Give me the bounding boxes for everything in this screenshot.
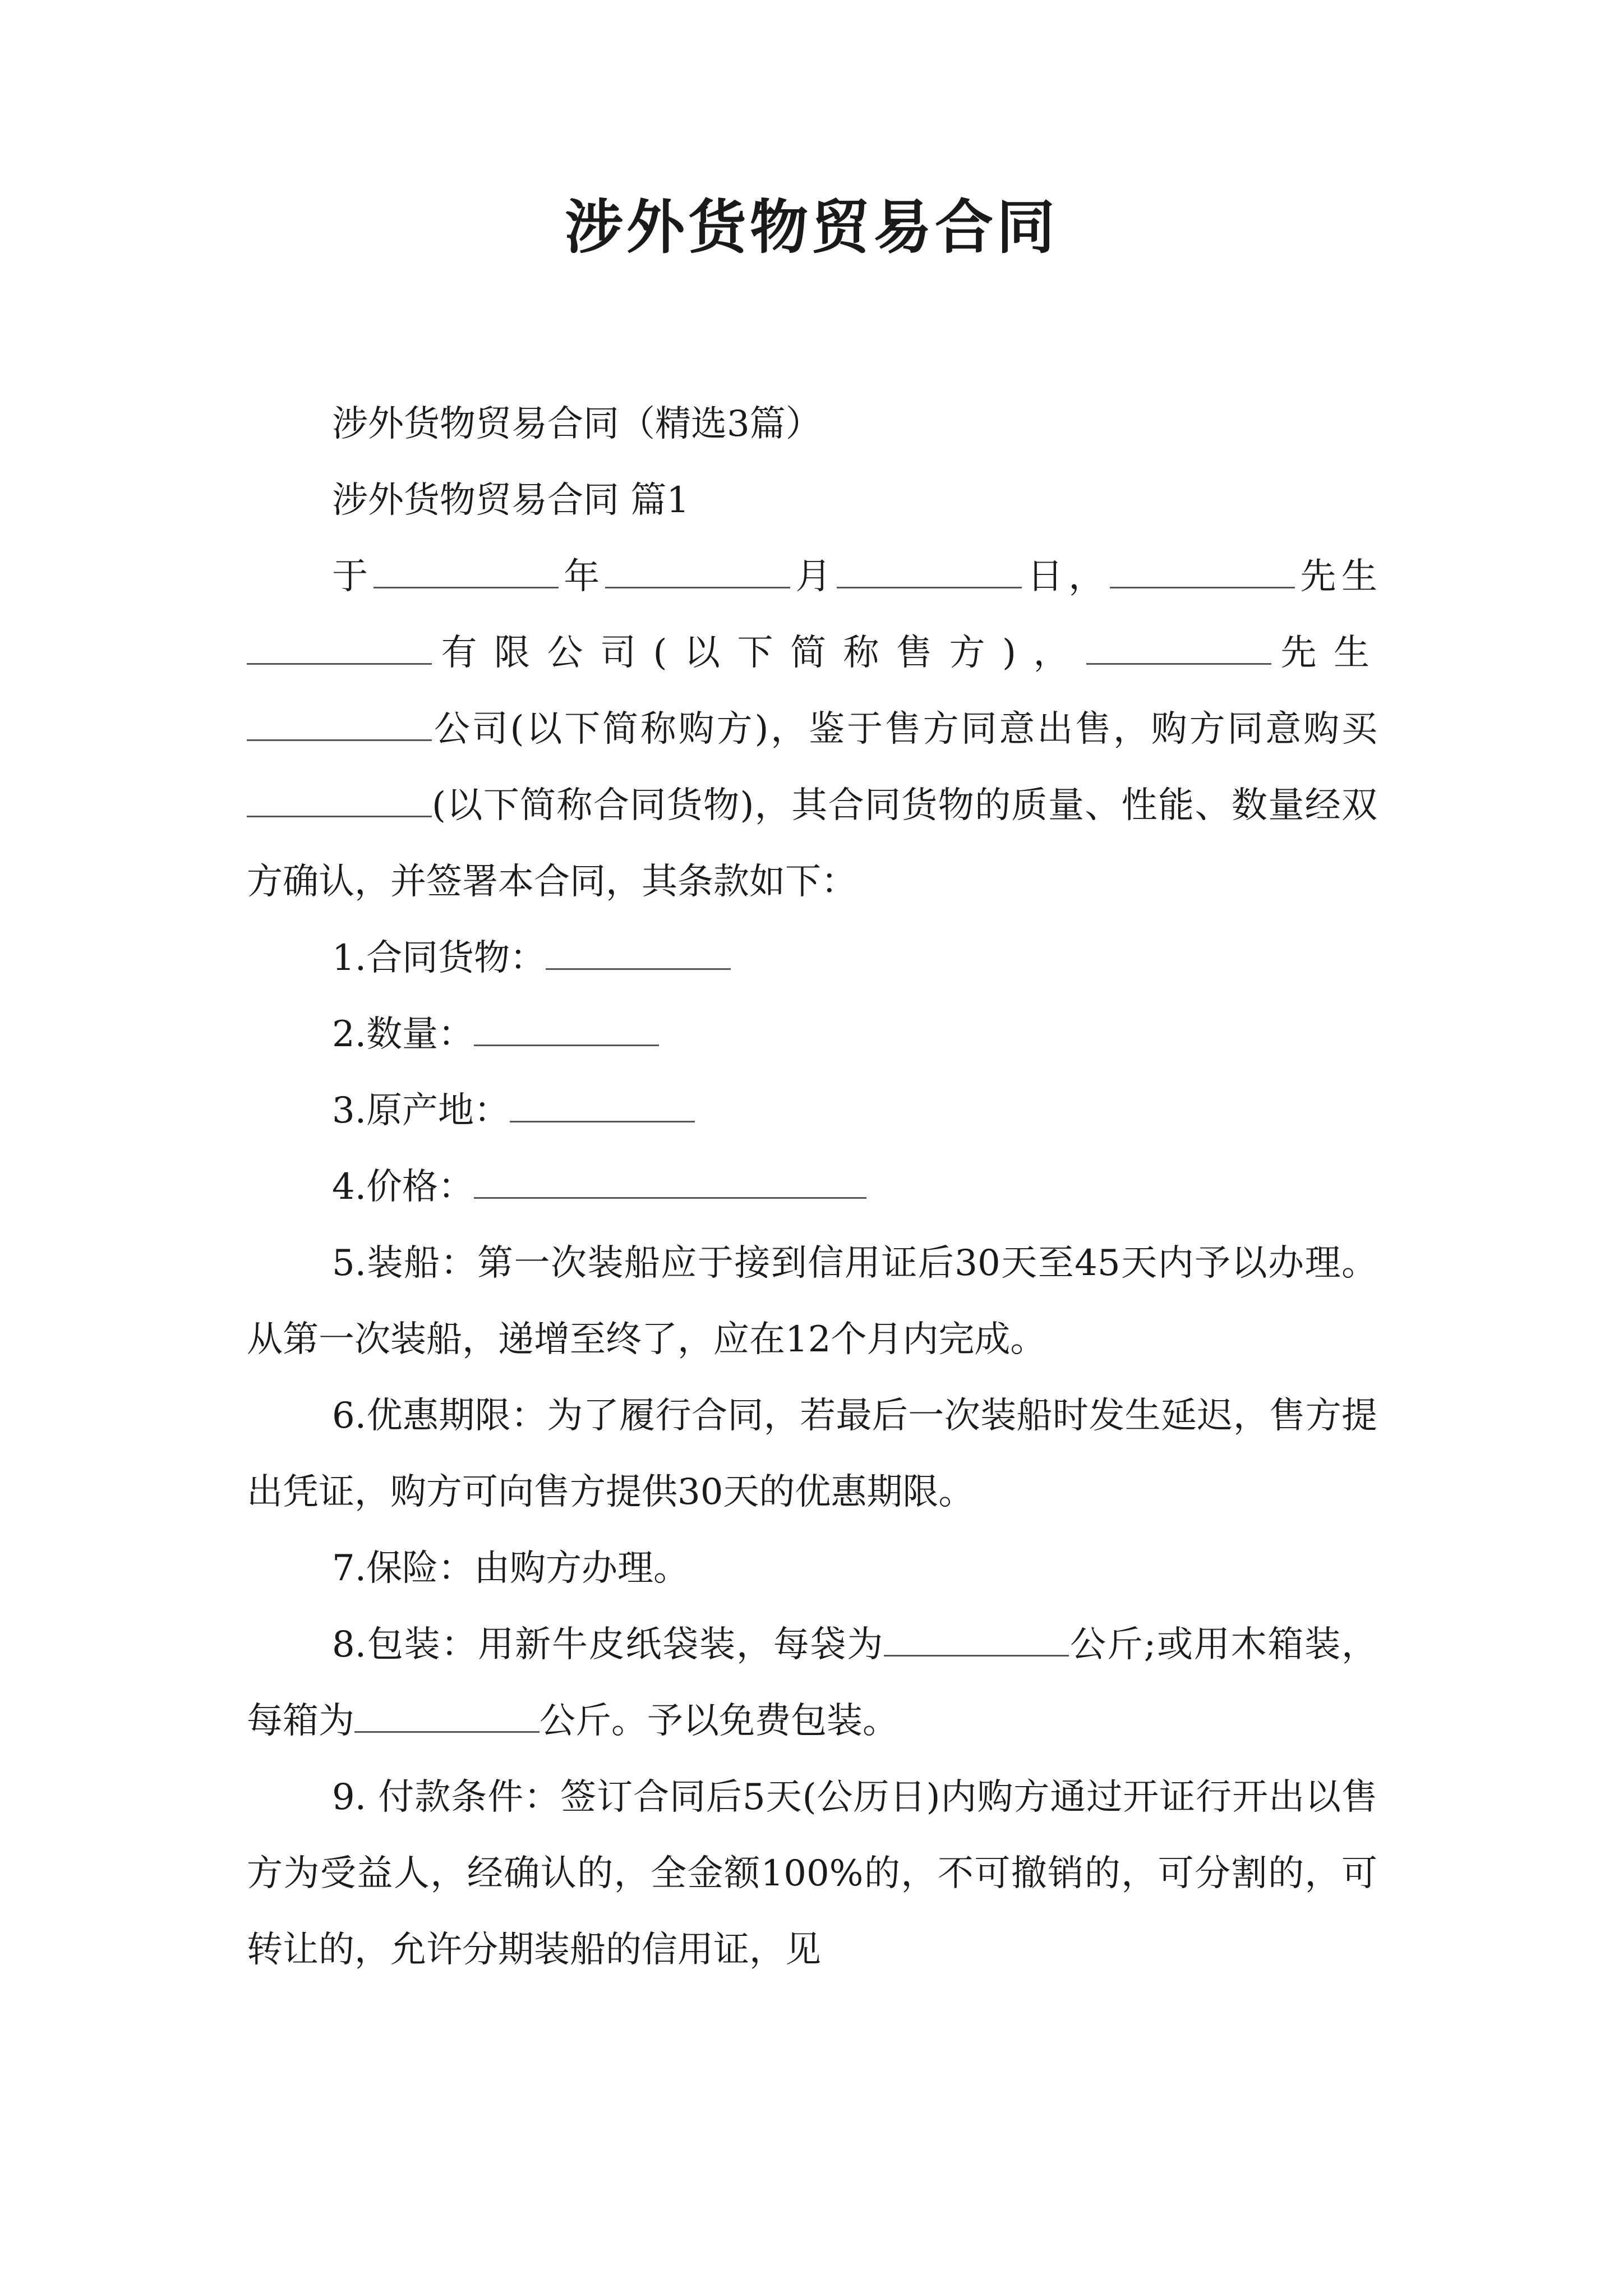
clause-quantity: 2.数量：	[247, 996, 1377, 1073]
blank-line	[374, 553, 559, 588]
clause-price: 4.价格：	[247, 1149, 1377, 1225]
clause-goods: 1.合同货物：	[247, 920, 1377, 996]
document-body	[247, 386, 1377, 1988]
blank-line	[247, 706, 432, 741]
blank-line	[546, 935, 731, 970]
document-title: 涉外货物贸易合同	[564, 192, 1058, 261]
blank-line	[1110, 553, 1295, 588]
clause-origin: 3.原产地：	[247, 1073, 1377, 1149]
subtitle: 涉外货物贸易合同（精选3篇）	[332, 403, 822, 445]
blank-line	[605, 553, 790, 588]
blank-line	[247, 782, 432, 817]
blank-line	[837, 553, 1022, 588]
blank-line	[474, 1011, 659, 1046]
clause-payment: 9. 付款条件：签订合同后5天(公历日)内购方通过开证行开出以售方为受益人，经确认的，全金额100%的，不可撤销的，可分割的，可转让的，允许分期装船的信用证，见	[247, 1777, 1377, 1971]
clause-insurance: 7.保险：由购方办理。	[332, 1548, 690, 1589]
clause-grace-period: 6.优惠期限：为了履行合同，若最后一次装船时发生延迟，售方提出凭证，购方可向售方提供30天的优惠期限。	[247, 1395, 1377, 1513]
blank-line	[474, 1163, 866, 1199]
blank-line	[354, 1697, 540, 1733]
clause-packing: 8.包装：用新牛皮纸袋装，每袋为 公斤;或用木箱装，每箱为 公斤。予以免费包装。	[247, 1607, 1377, 1759]
blank-line	[247, 629, 432, 665]
blank-line	[510, 1087, 695, 1122]
blank-line	[884, 1621, 1069, 1657]
clause-shipment: 5.装船：第一次装船应于接到信用证后30天至45天内予以办理。从第一次装船，递增至终了，应在12个月内完成。	[247, 1243, 1377, 1360]
intro-paragraph: 于 年 月 日， 先生有限公司(以下简称售方)， 先生 公司(以下简称购方)，鉴于售方同意出售，购方同意购买(以下简称合同货物)，其合同货物的质量、性能、数量经双方确认，并签署本合同，其条款如下：	[247, 539, 1377, 920]
section-heading: 涉外货物贸易合同 篇1	[332, 480, 690, 521]
blank-line	[1086, 629, 1271, 665]
